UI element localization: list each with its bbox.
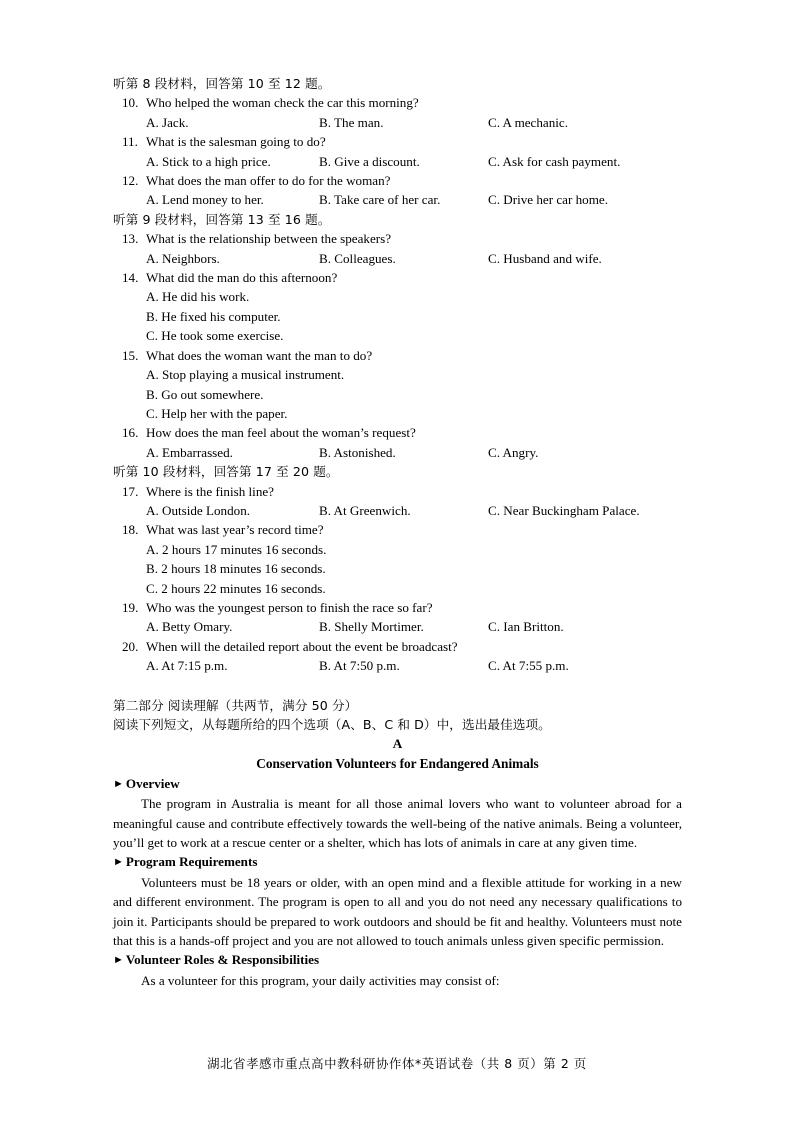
option-stack [113, 287, 682, 345]
option-row [113, 501, 682, 520]
option-b[interactable]: B. At 7:50 p.m. [319, 658, 400, 674]
question-text: What is the relationship between the speakers? [146, 231, 392, 247]
section-heading-volunteer-roles [113, 950, 682, 970]
section-spacer [113, 676, 682, 696]
triangle-bullet-icon: ► [113, 954, 124, 967]
section-heading-program-requirements [113, 852, 682, 872]
question-row [113, 132, 682, 151]
section-paragraph-overview: The program in Australia is meant for all those animal lovers who want to volunteer abroad for a meaningful cause and contribute effectively towards the well-being of the native animals. Being a volunteer, you’ll get to work at a rescue center or a shelter, which has lots of animals in care at any given time. [113, 796, 682, 851]
option-a[interactable]: A. At 7:15 p.m. [146, 658, 228, 674]
question-number: 18. [122, 522, 139, 538]
question-row [113, 423, 682, 442]
option-b[interactable]: B. Shelly Mortimer. [319, 619, 424, 635]
listening-instruction-group-2: 听第 9 段材料，回答第 13 至 16 题。 [113, 211, 331, 227]
question-text: How does the man feel about the woman’s request? [146, 425, 416, 441]
page-footer: 湖北省孝感市重点高中教科研协作体*英语试卷（共 8 页）第 2 页 [207, 1056, 587, 1071]
question-row [113, 637, 682, 656]
question-number: 20. [122, 638, 139, 654]
question-text: Where is the finish line? [146, 483, 274, 499]
question-number: 15. [122, 347, 139, 363]
option-c[interactable]: C. Ask for cash payment. [488, 153, 621, 169]
section-heading-label: Program Requirements [125, 854, 258, 870]
question-number: 12. [122, 173, 139, 189]
option-a[interactable]: A. Outside London. [146, 502, 251, 518]
passage-title: Conservation Volunteers for Endangered Animals [256, 755, 539, 771]
option-c[interactable]: C. He took some exercise. [146, 328, 284, 344]
question-text: Who helped the woman check the car this morning? [146, 95, 419, 111]
option-b[interactable]: B. Give a discount. [319, 153, 420, 169]
triangle-bullet-icon: ► [113, 856, 124, 869]
option-row [113, 443, 682, 462]
option-c[interactable]: C. A mechanic. [488, 114, 569, 130]
option-a[interactable]: A. Stop playing a musical instrument. [146, 367, 345, 383]
question-row [113, 520, 682, 539]
option-row [113, 656, 682, 675]
option-b[interactable]: B. Go out somewhere. [146, 386, 264, 402]
question-text: When will the detailed report about the event be broadcast? [146, 638, 458, 654]
option-a[interactable]: A. Betty Omary. [146, 619, 233, 635]
section-heading-label: Overview [125, 775, 180, 791]
option-row [113, 190, 682, 209]
option-stack [113, 540, 682, 598]
option-a[interactable]: A. Lend money to her. [146, 192, 264, 208]
option-c[interactable]: C. 2 hours 22 minutes 16 seconds. [146, 580, 326, 596]
page-content [113, 74, 682, 990]
option-b[interactable]: B. 2 hours 18 minutes 16 seconds. [146, 561, 326, 577]
option-b[interactable]: B. At Greenwich. [319, 502, 411, 518]
part-two-directions: 阅读下列短文，从每题所给的四个选项（A、B、C 和 D）中，选出最佳选项。 [113, 717, 551, 732]
question-number: 13. [122, 231, 139, 247]
passage-letter: A [392, 736, 403, 752]
question-number: 16. [122, 425, 139, 441]
question-text: What was last year’s record time? [146, 522, 324, 538]
option-b[interactable]: B. Astonished. [319, 444, 396, 460]
question-row [113, 346, 682, 365]
question-text: What did the man do this afternoon? [146, 270, 338, 286]
question-number: 17. [122, 483, 139, 499]
question-number: 14. [122, 270, 139, 286]
triangle-bullet-icon: ► [113, 777, 124, 790]
option-c[interactable]: C. Help her with the paper. [146, 405, 288, 421]
question-text: What does the woman want the man to do? [146, 347, 373, 363]
section-paragraph-volunteer-roles: As a volunteer for this program, your daily activities may consist of: [141, 972, 500, 988]
option-c[interactable]: C. Near Buckingham Palace. [488, 502, 640, 518]
question-text: Who was the youngest person to finish the race so far? [146, 599, 433, 615]
option-row [113, 617, 682, 636]
option-row [113, 113, 682, 132]
option-a[interactable]: A. Stick to a high price. [146, 153, 271, 169]
option-c[interactable]: C. Husband and wife. [488, 250, 602, 266]
section-paragraph-program-requirements: Volunteers must be 18 years or older, with an open mind and a flexible attitude for working in a new and different environment. The program is open to all and you do not need any necessary qualifications to join it. Participants should be prepared to work outdoors and should be fit and healthy. Volunteers must note that this is a hands-off project and you are not allowed to touch animals unless given specific permission. [113, 874, 682, 949]
question-row [113, 171, 682, 190]
question-row [113, 482, 682, 501]
option-b[interactable]: B. The man. [319, 114, 384, 130]
option-stack [113, 365, 682, 423]
question-number: 19. [122, 599, 139, 615]
listening-instruction-group-3: 听第 10 段材料，回答第 17 至 20 题。 [113, 464, 339, 480]
part-two-heading: 第二部分 阅读理解（共两节，满分 50 分） [113, 697, 358, 713]
option-c[interactable]: C. Angry. [488, 444, 539, 460]
option-b[interactable]: B. Colleagues. [319, 250, 396, 266]
question-text: What does the man offer to do for the woman? [146, 173, 391, 189]
question-number: 10. [122, 95, 139, 111]
option-c[interactable]: C. Ian Britton. [488, 619, 564, 635]
listening-instruction-group-1: 听第 8 段材料，回答第 10 至 12 题。 [113, 76, 331, 91]
option-row [113, 249, 682, 268]
option-a[interactable]: A. Embarrassed. [146, 444, 233, 460]
option-a[interactable]: A. Jack. [146, 114, 189, 130]
option-a[interactable]: A. He did his work. [146, 289, 250, 305]
section-heading-label: Volunteer Roles & Responsibilities [125, 952, 320, 968]
option-a[interactable]: A. Neighbors. [146, 250, 220, 266]
option-c[interactable]: C. At 7:55 p.m. [488, 658, 569, 674]
option-b[interactable]: B. Take care of her car. [319, 192, 441, 208]
question-row [113, 93, 682, 112]
option-c[interactable]: C. Drive her car home. [488, 192, 608, 208]
question-number: 11. [122, 134, 138, 150]
question-text: What is the salesman going to do? [146, 134, 326, 150]
section-heading-overview [113, 774, 682, 794]
question-row [113, 268, 682, 287]
option-row [113, 152, 682, 171]
question-row [113, 598, 682, 617]
option-a[interactable]: A. 2 hours 17 minutes 16 seconds. [146, 541, 327, 557]
question-row [113, 229, 682, 248]
option-b[interactable]: B. He fixed his computer. [146, 308, 281, 324]
